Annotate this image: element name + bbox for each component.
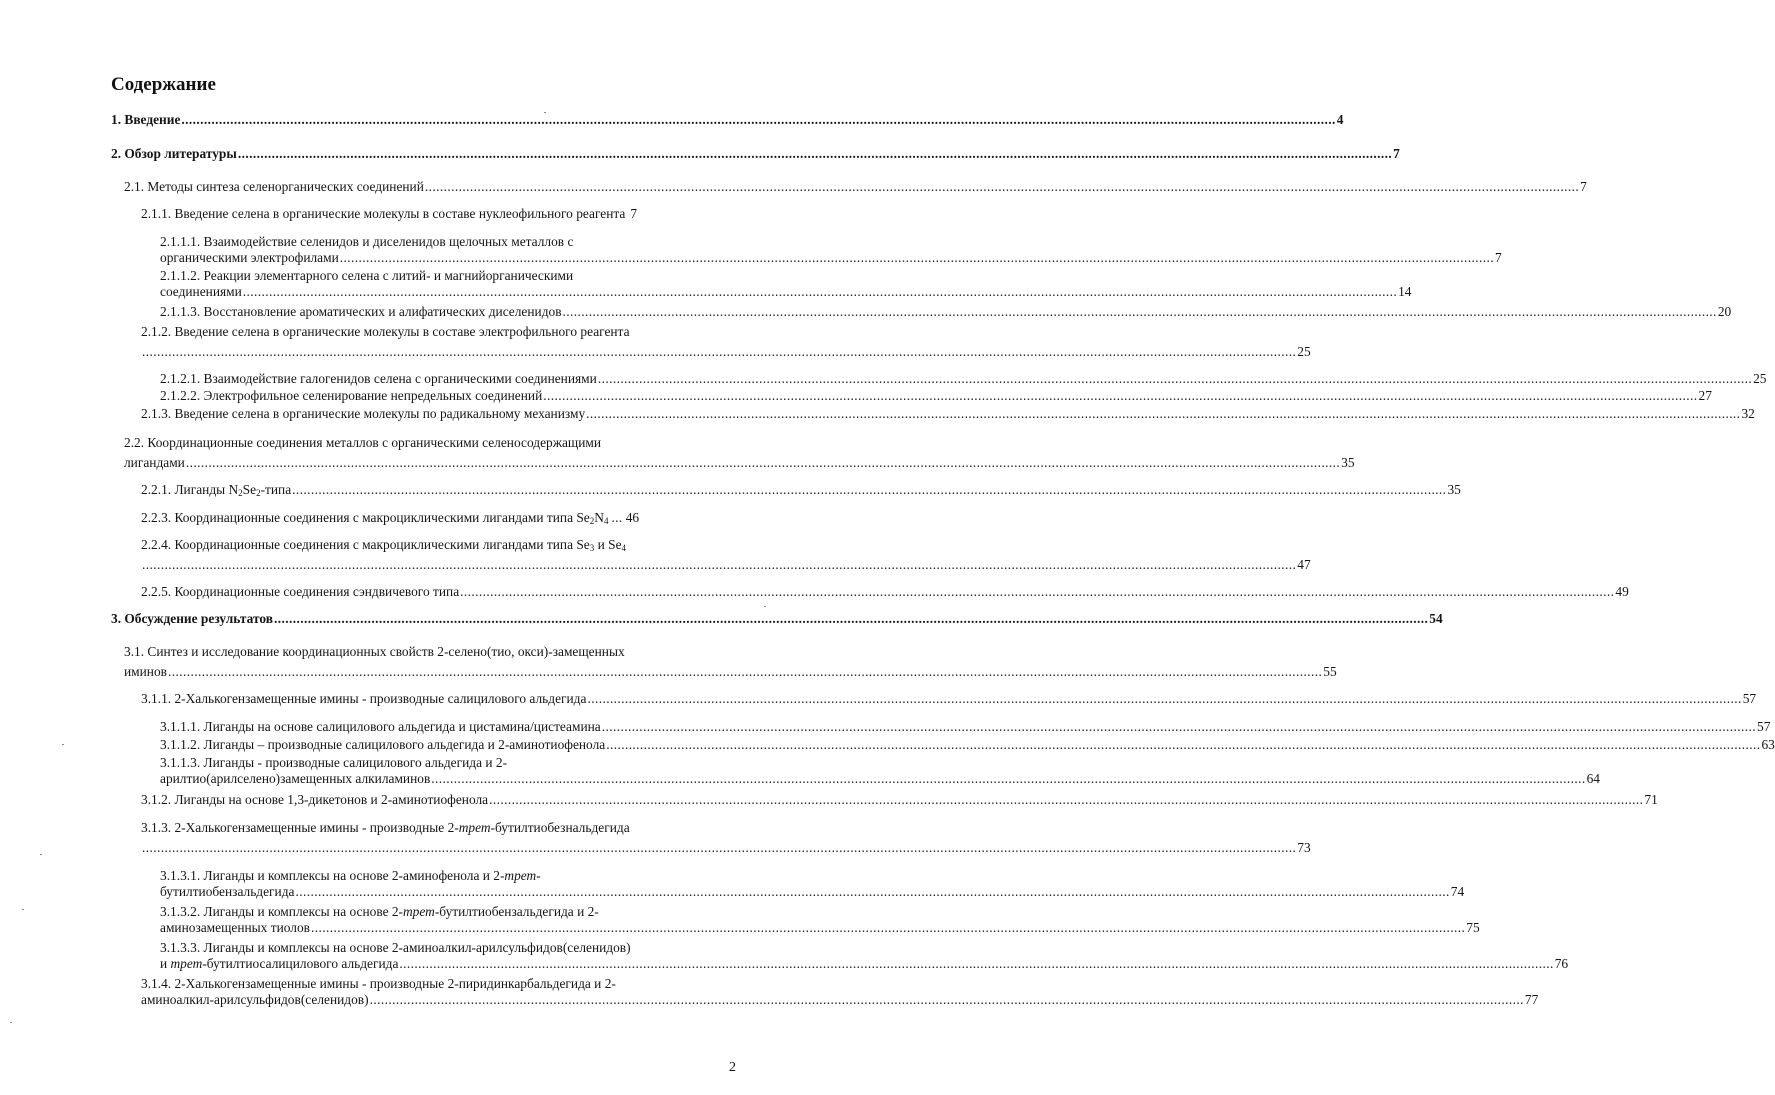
toc-entry-3-1-1-2[interactable]: 3.1.1.2. Лиганды – производные салицилового альдегида и 2-аминотиофенола ..... 63	[160, 737, 741, 753]
dot-leader	[563, 304, 1717, 320]
toc-entry-1[interactable]: 1. Введение ..... 4	[111, 112, 741, 128]
dot-leader	[311, 920, 1465, 936]
toc-entry-3-1-3-2[interactable]: 3.1.3.2. Лиганды и комплексы на основе 2-трет-бутилтиобензальдегида и 2- аминозамещенных тиолов ..... 75	[160, 904, 741, 936]
toc-entry-3-1-1-3[interactable]: 3.1.1.3. Лиганды - производные салицилового альдегида и 2- арилтио(арилселено)замещенных алкиламинов ..... 64	[160, 755, 741, 787]
scan-speck	[40, 854, 42, 855]
page-title: Содержание	[111, 74, 216, 95]
scan-speck	[62, 744, 64, 745]
dot-leader	[431, 771, 1585, 787]
scan-speck	[764, 606, 766, 607]
toc-entry-2-2-5[interactable]: 2.2.5. Координационные соединения сэндвичевого типа ..... 49	[141, 584, 741, 600]
toc-entry-2-1-1-1[interactable]: 2.1.1.1. Взаимодействие селенидов и диселенидов щелочных металлов с органическими электрофилами ..... 7	[160, 234, 741, 266]
dot-leader	[340, 250, 1494, 266]
dot-leader	[292, 482, 1446, 498]
toc-entry-2-1-2-leader[interactable]: ..... 25	[141, 344, 741, 360]
dot-leader	[425, 179, 1579, 195]
toc-entry-2-1[interactable]: 2.1. Методы синтеза селенорганических соединений ..... 7	[124, 179, 741, 195]
toc-entry-3[interactable]: 3. Обсуждение результатов ..... 54	[111, 611, 741, 627]
page-number: 2	[729, 1060, 736, 1075]
dot-leader	[598, 371, 1752, 387]
toc-entry-3-1-3[interactable]: 3.1.3. 2-Халькогензамещенные имины - производные 2-трет-бутилтиобезнальдегида	[141, 820, 630, 835]
toc-entry-3-1-3-3[interactable]: 3.1.3.3. Лиганды и комплексы на основе 2-аминоалкил-арилсульфидов(селенидов) и трет-бутилтиосалицилового альдегида ..... 76	[160, 940, 741, 972]
dot-leader	[142, 840, 1296, 856]
dot-leader	[586, 406, 1740, 422]
toc-entry-2-2-1[interactable]: 2.2.1. Лиганды $N_2Se_2$-типа ..... 35	[141, 482, 741, 498]
dot-leader	[142, 557, 1296, 573]
toc-entry-2-1-2[interactable]: 2.1.2. Введение селена в органические молекулы в составе электрофильного реагента	[141, 324, 630, 339]
dot-leader	[243, 284, 1397, 300]
dot-leader	[168, 664, 1322, 680]
dot-leader	[142, 344, 1296, 360]
scan-speck	[10, 1022, 12, 1023]
toc-entry-2-1-3[interactable]: 2.1.3. Введение селена в органические молекулы по радикальному механизму ..... 32	[141, 406, 741, 422]
toc-entry-2-1-2-2[interactable]: 2.1.2.2. Электрофильное селенирование непредельных соединений ..... 27	[160, 388, 741, 404]
toc-entry-2-1-1[interactable]: 2.1.1. Введение селена в органические молекулы в составе нуклеофильного реагента 7	[141, 206, 638, 221]
toc-entry-2-2-4[interactable]: 2.2.4. Координационные соединения с макроциклическими лигандами типа $Se_3$ и $Se_4$	[141, 537, 627, 553]
dot-leader	[543, 388, 1697, 404]
toc-entry-2[interactable]: 2. Обзор литературы ..... 7	[111, 146, 741, 162]
toc-entry-3-1[interactable]: 3.1. Синтез и исследование координационных свойств 2-селено(тио, окси)-замещенных иминов ..... 55	[124, 644, 741, 680]
scan-speck	[22, 909, 24, 910]
dot-leader	[186, 455, 1340, 471]
toc-entry-3-1-2[interactable]: 3.1.2. Лиганды на основе 1,3-дикетонов и 2-аминотиофенола ..... 71	[141, 792, 741, 808]
scan-speck	[544, 112, 546, 113]
dot-leader	[460, 584, 1614, 600]
dot-leader	[370, 992, 1524, 1008]
dot-leader	[274, 611, 1428, 627]
dot-leader	[238, 146, 1392, 162]
dot-leader	[181, 112, 1335, 128]
dot-leader: ...	[611, 510, 623, 525]
toc-entry-3-1-3-1[interactable]: 3.1.3.1. Лиганды и комплексы на основе 2-аминофенола и 2-трет- бутилтиобензальдегида ..... 74	[160, 868, 741, 900]
dot-leader	[489, 792, 1643, 808]
dot-leader	[602, 719, 1756, 735]
toc-entry-3-1-1-1[interactable]: 3.1.1.1. Лиганды на основе салицилового альдегида и цистамина/цистеамина ..... 57	[160, 719, 741, 735]
toc-entry-3-1-4[interactable]: 3.1.4. 2-Халькогензамещенные имины - производные 2-пиридинкарбальдегида и 2- аминоалкил-арилсульфидов(селенидов) ..... 77	[141, 976, 741, 1008]
toc-entry-2-1-2-1[interactable]: 2.1.2.1. Взаимодействие галогенидов селена с органическими соединениями ..... 25	[160, 371, 741, 387]
dot-leader	[399, 956, 1553, 972]
dot-leader	[606, 737, 1760, 753]
dot-leader	[587, 691, 1741, 707]
toc-entry-3-1-3-leader[interactable]: ..... 73	[141, 840, 741, 856]
toc-entry-2-2-3[interactable]: 2.2.3. Координационные соединения с макроциклическими лигандами типа $Se_2N_4$ ... 46	[141, 510, 640, 526]
toc-entry-2-2-4-leader[interactable]: ..... 47	[141, 557, 741, 573]
toc-entry-2-2[interactable]: 2.2. Координационные соединения металлов с органическими селеносодержащими лигандами ..... 35	[124, 435, 741, 471]
toc-entry-3-1-1[interactable]: 3.1.1. 2-Халькогензамещенные имины - производные салицилового альдегида ..... 57	[141, 691, 741, 707]
toc-entry-2-1-1-2[interactable]: 2.1.1.2. Реакции элементарного селена с литий- и магнийорганическими соединениями ..... 14	[160, 268, 741, 300]
toc-entry-2-1-1-3[interactable]: 2.1.1.3. Восстановление ароматических и алифатических диселенидов ..... 20	[160, 304, 741, 320]
dot-leader	[295, 884, 1449, 900]
